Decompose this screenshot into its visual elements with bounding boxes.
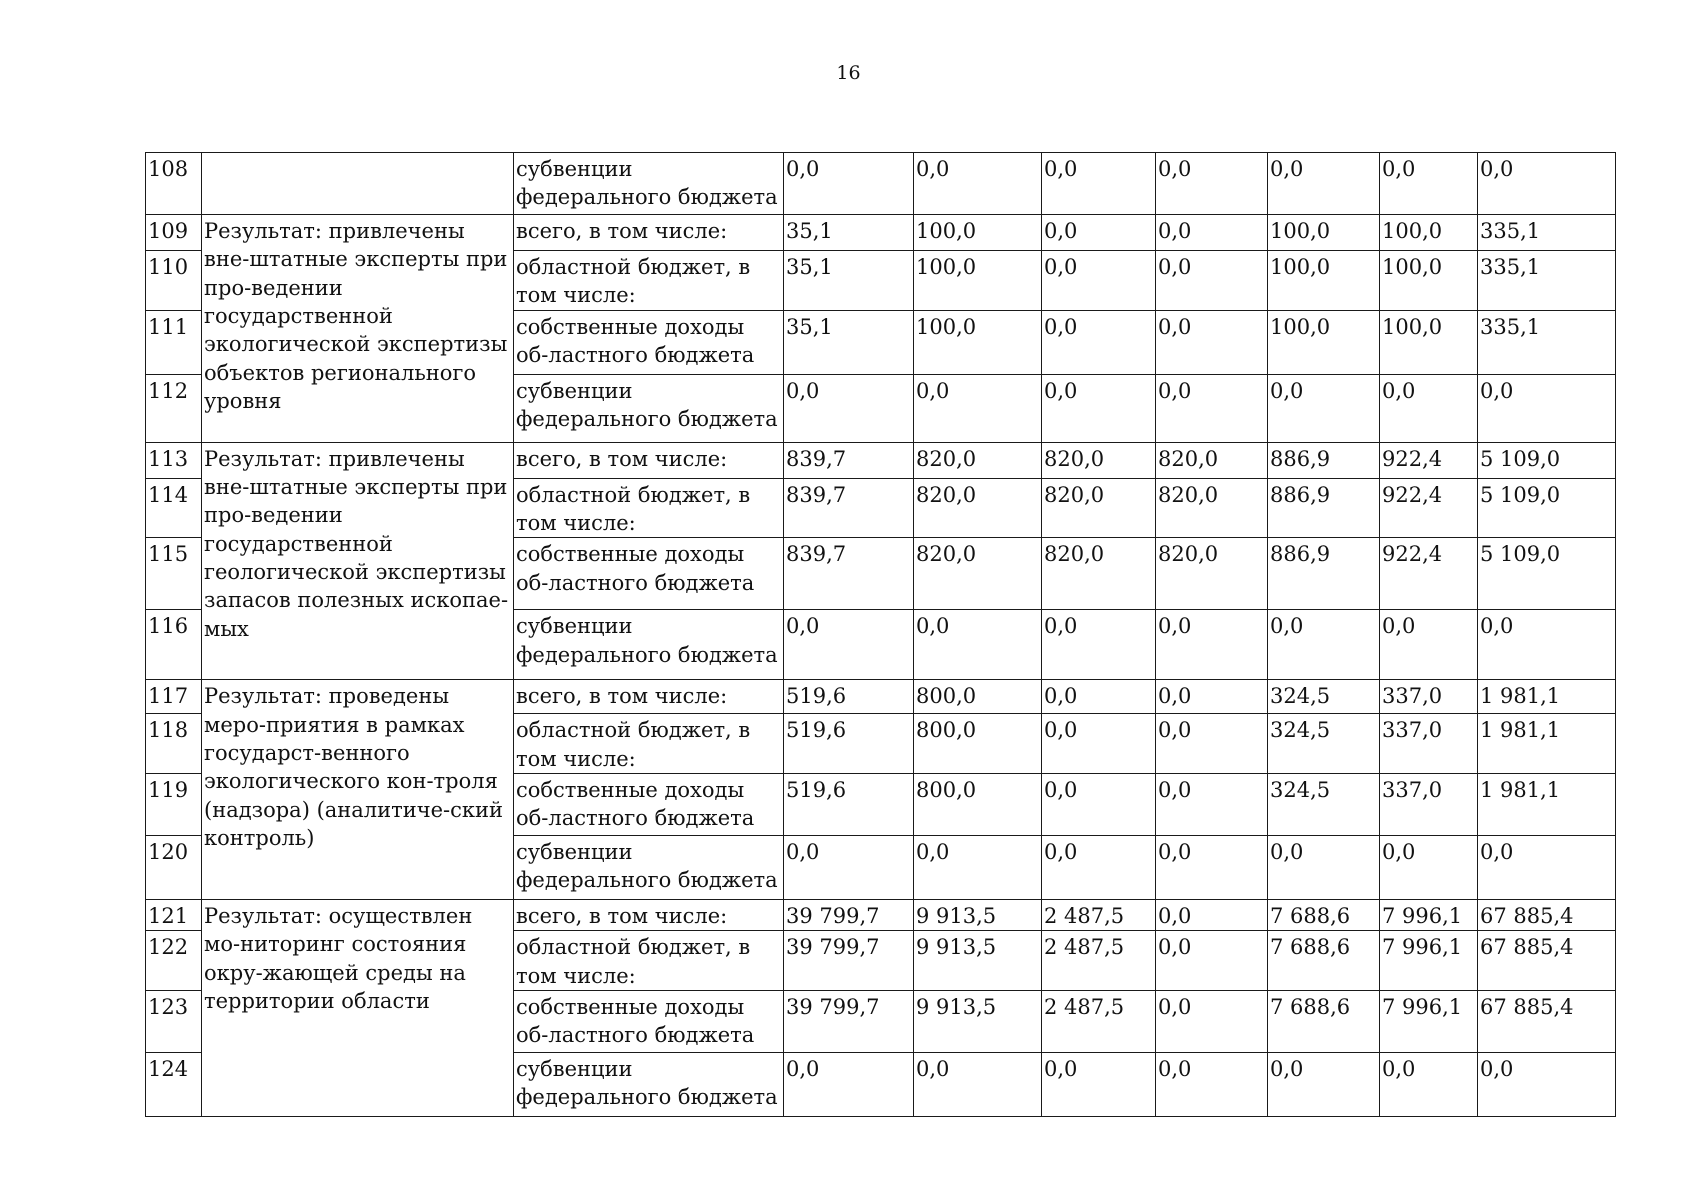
amount-cell: 1 981,1	[1478, 774, 1616, 836]
amount-cell: 0,0	[784, 1053, 914, 1117]
amount-cell: 0,0	[1042, 153, 1156, 215]
amount-cell: 0,0	[1268, 610, 1380, 680]
funding-source-label: субвенции федерального бюджета	[514, 153, 784, 215]
amount-cell: 820,0	[1156, 478, 1268, 538]
funding-source-label: всего, в том числе:	[514, 215, 784, 251]
amount-cell: 800,0	[914, 714, 1042, 774]
table-row	[146, 680, 1616, 714]
funding-source-label: собственные доходы об-ластного бюджета	[514, 991, 784, 1053]
amount-cell: 0,0	[1380, 836, 1478, 900]
amount-cell: 100,0	[1268, 215, 1380, 251]
amount-cell: 7 688,6	[1268, 991, 1380, 1053]
amount-cell: 0,0	[914, 1053, 1042, 1117]
funding-source-label: субвенции федерального бюджета	[514, 1053, 784, 1117]
amount-cell: 0,0	[1268, 836, 1380, 900]
amount-cell: 0,0	[1156, 680, 1268, 714]
funding-source-label: собственные доходы об-ластного бюджета	[514, 310, 784, 374]
amount-cell: 0,0	[1478, 374, 1616, 442]
amount-cell: 67 885,4	[1478, 991, 1616, 1053]
funding-source-label: областной бюджет, в том числе:	[514, 714, 784, 774]
amount-cell: 820,0	[914, 478, 1042, 538]
amount-cell: 100,0	[1268, 251, 1380, 311]
row-number: 111	[146, 310, 202, 374]
row-number: 114	[146, 478, 202, 538]
amount-cell: 0,0	[1156, 931, 1268, 991]
amount-cell: 0,0	[1156, 251, 1268, 311]
amount-cell: 100,0	[914, 215, 1042, 251]
amount-cell: 0,0	[1042, 1053, 1156, 1117]
amount-cell: 1 981,1	[1478, 714, 1616, 774]
amount-cell: 337,0	[1380, 714, 1478, 774]
row-number: 109	[146, 215, 202, 251]
amount-cell: 5 109,0	[1478, 538, 1616, 610]
amount-cell: 0,0	[1478, 610, 1616, 680]
amount-cell: 0,0	[1268, 374, 1380, 442]
amount-cell: 0,0	[1380, 1053, 1478, 1117]
amount-cell: 335,1	[1478, 215, 1616, 251]
result-description: Результат: привлечены вне-штатные эксперты при про-ведении государственной экологической экспертизы объектов регионального уровня	[202, 215, 514, 443]
amount-cell: 100,0	[1380, 310, 1478, 374]
amount-cell: 0,0	[1156, 1053, 1268, 1117]
amount-cell: 0,0	[1478, 153, 1616, 215]
amount-cell: 839,7	[784, 538, 914, 610]
funding-source-label: всего, в том числе:	[514, 900, 784, 931]
amount-cell: 820,0	[914, 538, 1042, 610]
amount-cell: 35,1	[784, 310, 914, 374]
amount-cell: 839,7	[784, 442, 914, 478]
table-row	[146, 442, 1616, 478]
amount-cell: 820,0	[914, 442, 1042, 478]
row-number: 122	[146, 931, 202, 991]
amount-cell: 0,0	[1042, 714, 1156, 774]
amount-cell: 519,6	[784, 680, 914, 714]
row-number: 121	[146, 900, 202, 931]
funding-source-label: всего, в том числе:	[514, 680, 784, 714]
result-description: Результат: привлечены вне-штатные эксперты при про-ведении государственной геологической экспертизы запасов полезных ископае-мых	[202, 442, 514, 680]
amount-cell: 7 688,6	[1268, 931, 1380, 991]
amount-cell: 800,0	[914, 774, 1042, 836]
result-description: Результат: проведены меро-приятия в рамках государст-венного экологического кон-троля (надзора) (аналитиче-ский контроль)	[202, 680, 514, 900]
funding-source-label: собственные доходы об-ластного бюджета	[514, 774, 784, 836]
row-number: 108	[146, 153, 202, 215]
amount-cell: 886,9	[1268, 538, 1380, 610]
amount-cell: 0,0	[784, 610, 914, 680]
funding-source-label: всего, в том числе:	[514, 442, 784, 478]
amount-cell: 0,0	[914, 836, 1042, 900]
amount-cell: 0,0	[914, 374, 1042, 442]
amount-cell: 0,0	[1156, 836, 1268, 900]
amount-cell: 0,0	[1156, 714, 1268, 774]
row-number: 112	[146, 374, 202, 442]
table-row	[146, 153, 1616, 215]
amount-cell: 0,0	[1380, 610, 1478, 680]
amount-cell: 0,0	[1156, 215, 1268, 251]
amount-cell: 0,0	[1156, 991, 1268, 1053]
amount-cell: 67 885,4	[1478, 931, 1616, 991]
amount-cell: 820,0	[1156, 538, 1268, 610]
amount-cell: 100,0	[1380, 251, 1478, 311]
row-number: 118	[146, 714, 202, 774]
amount-cell: 519,6	[784, 714, 914, 774]
amount-cell: 519,6	[784, 774, 914, 836]
amount-cell: 839,7	[784, 478, 914, 538]
amount-cell: 820,0	[1042, 538, 1156, 610]
funding-source-label: областной бюджет, в том числе:	[514, 931, 784, 991]
amount-cell: 324,5	[1268, 714, 1380, 774]
amount-cell: 35,1	[784, 251, 914, 311]
amount-cell: 335,1	[1478, 251, 1616, 311]
amount-cell: 0,0	[1042, 774, 1156, 836]
amount-cell: 820,0	[1042, 478, 1156, 538]
amount-cell: 0,0	[1042, 680, 1156, 714]
amount-cell: 0,0	[914, 153, 1042, 215]
amount-cell: 0,0	[1156, 374, 1268, 442]
funding-source-label: субвенции федерального бюджета	[514, 374, 784, 442]
result-description: Результат: осуществлен мо-ниторинг состояния окру-жающей среды на территории области	[202, 900, 514, 1117]
amount-cell: 0,0	[1042, 251, 1156, 311]
amount-cell: 7 996,1	[1380, 900, 1478, 931]
amount-cell: 886,9	[1268, 478, 1380, 538]
table-body	[146, 153, 1616, 1117]
amount-cell: 5 109,0	[1478, 478, 1616, 538]
amount-cell: 0,0	[1268, 1053, 1380, 1117]
amount-cell: 2 487,5	[1042, 931, 1156, 991]
amount-cell: 0,0	[1268, 153, 1380, 215]
amount-cell: 0,0	[1156, 310, 1268, 374]
amount-cell: 0,0	[1042, 610, 1156, 680]
amount-cell: 820,0	[1042, 442, 1156, 478]
amount-cell: 0,0	[1042, 836, 1156, 900]
amount-cell: 0,0	[1380, 153, 1478, 215]
amount-cell: 7 996,1	[1380, 931, 1478, 991]
amount-cell: 324,5	[1268, 774, 1380, 836]
amount-cell: 800,0	[914, 680, 1042, 714]
amount-cell: 100,0	[914, 251, 1042, 311]
amount-cell: 0,0	[1042, 215, 1156, 251]
funding-source-label: субвенции федерального бюджета	[514, 836, 784, 900]
amount-cell: 0,0	[1042, 310, 1156, 374]
row-number: 120	[146, 836, 202, 900]
amount-cell: 337,0	[1380, 680, 1478, 714]
amount-cell: 0,0	[914, 610, 1042, 680]
page-number: 16	[836, 62, 861, 84]
amount-cell: 100,0	[1268, 310, 1380, 374]
funding-source-label: собственные доходы об-ластного бюджета	[514, 538, 784, 610]
row-number: 124	[146, 1053, 202, 1117]
funding-source-label: субвенции федерального бюджета	[514, 610, 784, 680]
amount-cell: 9 913,5	[914, 991, 1042, 1053]
amount-cell: 67 885,4	[1478, 900, 1616, 931]
funding-source-label: областной бюджет, в том числе:	[514, 478, 784, 538]
amount-cell: 0,0	[784, 374, 914, 442]
amount-cell: 7 688,6	[1268, 900, 1380, 931]
budget-table	[145, 152, 1616, 1117]
amount-cell: 39 799,7	[784, 931, 914, 991]
amount-cell: 0,0	[1156, 153, 1268, 215]
amount-cell: 2 487,5	[1042, 991, 1156, 1053]
amount-cell: 922,4	[1380, 478, 1478, 538]
amount-cell: 0,0	[784, 836, 914, 900]
amount-cell: 0,0	[1156, 774, 1268, 836]
amount-cell: 2 487,5	[1042, 900, 1156, 931]
amount-cell: 0,0	[784, 153, 914, 215]
amount-cell: 5 109,0	[1478, 442, 1616, 478]
row-number: 116	[146, 610, 202, 680]
amount-cell: 0,0	[1380, 374, 1478, 442]
table-row	[146, 900, 1616, 931]
amount-cell: 922,4	[1380, 442, 1478, 478]
amount-cell: 100,0	[914, 310, 1042, 374]
amount-cell: 0,0	[1478, 1053, 1616, 1117]
amount-cell: 0,0	[1156, 900, 1268, 931]
amount-cell: 35,1	[784, 215, 914, 251]
amount-cell: 1 981,1	[1478, 680, 1616, 714]
amount-cell: 886,9	[1268, 442, 1380, 478]
amount-cell: 324,5	[1268, 680, 1380, 714]
amount-cell: 922,4	[1380, 538, 1478, 610]
row-number: 119	[146, 774, 202, 836]
funding-source-label: областной бюджет, в том числе:	[514, 251, 784, 311]
result-description	[202, 153, 514, 215]
amount-cell: 39 799,7	[784, 900, 914, 931]
row-number: 123	[146, 991, 202, 1053]
row-number: 117	[146, 680, 202, 714]
amount-cell: 335,1	[1478, 310, 1616, 374]
amount-cell: 100,0	[1380, 215, 1478, 251]
amount-cell: 9 913,5	[914, 900, 1042, 931]
amount-cell: 0,0	[1042, 374, 1156, 442]
table-row	[146, 215, 1616, 251]
row-number: 110	[146, 251, 202, 311]
row-number: 113	[146, 442, 202, 478]
row-number: 115	[146, 538, 202, 610]
amount-cell: 7 996,1	[1380, 991, 1478, 1053]
amount-cell: 39 799,7	[784, 991, 914, 1053]
amount-cell: 0,0	[1156, 610, 1268, 680]
amount-cell: 0,0	[1478, 836, 1616, 900]
amount-cell: 337,0	[1380, 774, 1478, 836]
amount-cell: 820,0	[1156, 442, 1268, 478]
amount-cell: 9 913,5	[914, 931, 1042, 991]
